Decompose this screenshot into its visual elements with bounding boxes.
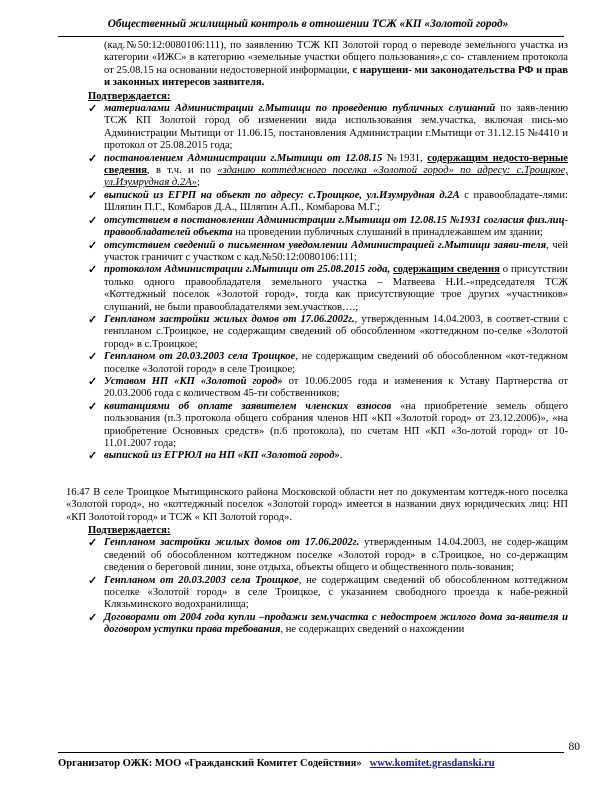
list-item (66, 190, 568, 215)
intro-line-4: ми законодательства РФ и прав и законных интересов заявителя. (104, 64, 569, 89)
intro-paragraph (66, 40, 568, 90)
check-icon: ✓ (88, 189, 98, 202)
intro-bold-tail: с нарушени- (352, 64, 412, 76)
check-icon: ✓ (88, 450, 98, 463)
page-footer (58, 758, 558, 769)
item-lead: Генпланом от 20.03.2003 села Троицкое (104, 574, 299, 586)
item-rest: , чей участок граничит с участком с кад.№50:12:0080106:111; (104, 239, 568, 263)
item-rest: . (339, 450, 343, 462)
item-underlined: содержащим недосто-верные сведения (104, 152, 568, 177)
item-rest: «на приобретение земель общего пользования (п.3 протокола общего собрания членов НП «КП «Золотой город» от 23.12.2006)», «на приобретение Основных средств» (п.6 протокола), по счетам НП «КП «Зо-лотой город» от 10-11.01.2007 года; (104, 400, 568, 449)
section1-heading: Подтверждается: (88, 90, 171, 102)
item-lead: материалами Администрации г.Мытищи по проведению публичных слушаний (104, 103, 496, 115)
item-lead: квитанциями об оплате заявителем членских взносов (104, 400, 392, 412)
list-item (66, 314, 568, 351)
check-icon: ✓ (88, 574, 98, 587)
item-underlined: содержащим сведения (393, 264, 500, 276)
list-item (66, 240, 568, 265)
section-number: 16.47 (66, 486, 90, 498)
list-item (66, 103, 568, 153)
item-lead: выпиской из ЕГРП на объект по адресу: с.Троицкое, ул.Изумрудная д.2А (104, 189, 460, 201)
item-rest: утвержденным 14.04.2003, не содер-жащим сведений об обособленном коттеджном поселке «Золотой город» в с.Троицкое, но со-держащим сведения о береговой линии, зоне отдыха, объекты общего и общественного поль-зования; (104, 537, 568, 574)
item-lead: отсутствием в постановлении Администрации г.Мытищи от 12.08.15 №1931 согласия физ.лиц-правообладателей объекта (104, 214, 568, 239)
item-rest: с правообладате-лями: Шляпин П.Г., Комбаров Д.А., Шляпин А.П., Комбарова М.Г.; (104, 189, 568, 214)
footer-divider (58, 752, 564, 753)
list-item (66, 153, 568, 190)
item-lead: постановлением Администрации г.Мытищи от 12.08.15 (104, 152, 383, 164)
list-item (66, 376, 568, 401)
item-rest: о присутствии только одного правообладателя земельного участка – Матвеева Н.И.-«председателя ТСЖ «Коттеджный поселок «Золотой город», тогда как присутствующие трое других «участников» слушаний, не были правообладателями зем.участков….; (104, 264, 568, 313)
list-item (66, 215, 568, 240)
document-body (66, 40, 568, 637)
item-underlined-italic: «зданию коттеджного поселка «Золотой город» по адресу: с.Троицкое, ул.Изумрудная д.2А» (104, 165, 568, 189)
section2-list (66, 537, 568, 636)
item-lead: выпиской из ЕГРЮЛ на НП «КП «Золотой город» (104, 450, 340, 462)
item-lead: Генпланом застройки жилых домов от 17.06.2002г. (104, 537, 360, 549)
item-end: ; (196, 177, 200, 189)
check-icon: ✓ (88, 239, 98, 252)
check-icon: ✓ (88, 611, 98, 624)
item-rest: , утвержденным 14.04.2003, в соответ-ствии с генпланом с.Троицкое, не содержащим сведений об обособленном «коттеджном по-селке «Золотой город» в с.Троицкое; (104, 313, 569, 350)
section2-paragraph (66, 487, 568, 524)
item-lead: Уставом НП «КП «Золотой город» (104, 375, 283, 387)
list-item (66, 264, 568, 314)
item-mid: , в т.ч. и по (147, 165, 218, 177)
item-rest: , не содержащих сведений о нахождении (280, 624, 465, 636)
check-icon: ✓ (88, 152, 98, 165)
page-number: 80 (568, 741, 580, 753)
item-lead: протоколом Администрации г.Мытищи от 25.08.2015 года, (104, 264, 391, 276)
check-icon: ✓ (88, 313, 98, 326)
item-mid: №1931, (382, 152, 428, 164)
item-lead: Генпланом от 20.03.2003 села Троицкое (104, 351, 296, 363)
footer-organizer: Организатор ОЖК: МОО «Гражданский Комитет Содействия» (58, 758, 362, 769)
check-icon: ✓ (88, 103, 98, 116)
intro-line-2: участка из категории «ИЖС» в категорию «земельные участки общего пользования»,с со- (104, 40, 568, 64)
list-item (66, 612, 568, 637)
check-icon: ✓ (88, 537, 98, 550)
intro-line-1: (кад.№50:12:0080106:111), по заявлению ТСЖ КП Золотой город о переводе земельного (104, 40, 516, 51)
check-icon: ✓ (88, 264, 98, 277)
check-icon: ✓ (88, 375, 98, 388)
section2-text: В селе Троицкое Мытищинского района Московской области нет по документам коттедж-ного поселка «Золотой город», но «коттеджный поселок «Золотой город» имеется в названии двух юридических лиц: НП «КП Золотой город» и ТСЖ « КП Золотой город». (66, 486, 568, 523)
item-rest: на проведении публичных слушаний в принадлежавшем им здании; (232, 227, 543, 239)
item-lead: Договорами от 2004 года купли –продажи зем.участка с недостроем жилого дома за-явителя и договором уступки права требования (104, 611, 568, 636)
check-icon: ✓ (88, 214, 98, 227)
item-rest: , не содержащим сведений об обособленном коттеджном поселке «Золотой город» в селе Троицкое, с указанием свободного проезда к набе-режной Клязьминского водохранилища; (104, 574, 568, 611)
list-item (66, 450, 568, 462)
page-header-title: Общественный жилищный контроль в отношении ТСЖ «КП «Золотой город» (107, 18, 509, 30)
list-item (66, 537, 568, 574)
section2-heading: Подтверждается: (88, 525, 171, 537)
section1-list (66, 103, 568, 463)
item-lead: отсутствием сведений о письменном уведомлении Администрацией г.Мытищи заяви-теля (104, 239, 547, 251)
header-divider (58, 36, 564, 37)
list-item (66, 351, 568, 376)
check-icon: ✓ (88, 351, 98, 364)
footer-link[interactable]: www.komitet.grasdanski.ru (369, 758, 495, 769)
intro-line-3: ставлением протокола от 25.08.15 на основании недостоверной информации, с нарушени- (104, 52, 568, 76)
list-item (66, 401, 568, 451)
item-lead: Генпланом застройки жилых домов от 17.06.2002г. (104, 313, 355, 325)
list-item (66, 575, 568, 612)
item-rest: , не содержащим сведений об обособленном «кот-теджном поселке «Золотой город» в селе Троицкое; (104, 351, 568, 375)
item-rest: от 10.06.2005 года и изменения к Уставу Партнерства от 20.03.2006 года с количеством 45-ти собственников; (104, 375, 568, 400)
check-icon: ✓ (88, 400, 98, 413)
item-rest: по заяв-лению ТСЖ КП Золотой город об изменении вида использования зем.участка, включая пись-мо Администрации Мытищи от 11.06.15, постановления Администрации г.Мытищи от 31.12.15 №4410 и протокол от 25.08.2015 года; (104, 103, 569, 152)
